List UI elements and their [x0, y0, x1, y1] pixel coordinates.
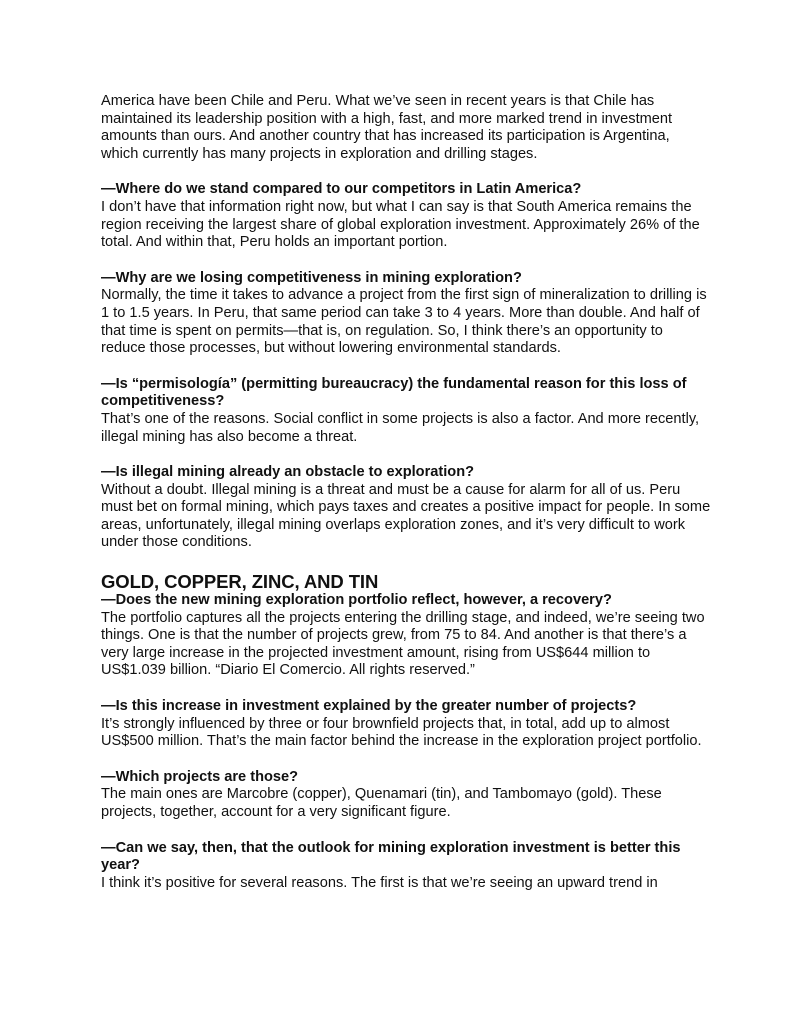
qa-block [101, 270, 711, 358]
intro-paragraph: America have been Chile and Peru. What we’ve seen in recent years is that Chile has maintained its leadership position with a high, fast, and more marked trend in investment amounts than ours. And another country that has increased its participation is Argentina, which currently has many projects in exploration and drilling stages. [101, 93, 673, 162]
qa-block [101, 464, 711, 552]
qa-block [101, 840, 711, 893]
question-text: —Does the new mining exploration portfolio reflect, however, a recovery? [101, 592, 612, 609]
answer-text: It’s strongly influenced by three or four brownfield projects that, in total, add up to almost US$500 million. That’s the main factor behind the increase in the exploration project portfolio. [101, 715, 702, 750]
question-text: —Is “permisología” (permitting bureaucracy) the fundamental reason for this loss of competitiveness? [101, 375, 687, 410]
answer-text: I think it’s positive for several reasons. The first is that we’re seeing an upward trend in [101, 874, 658, 891]
document-page [101, 93, 711, 892]
answer-text: The main ones are Marcobre (copper), Quenamari (tin), and Tambomayo (gold). These projects, together, account for a very significant figure. [101, 786, 662, 820]
question-text: —Can we say, then, that the outlook for mining exploration investment is better this year? [101, 839, 681, 874]
question-text: —Which projects are those? [101, 768, 299, 785]
answer-text: The portfolio captures all the projects entering the drilling stage, and indeed, we’re seeing two things. One is that the number of projects grew, from 75 to 84. And another is that there’s a very large increase in the projected investment amount, rising from US$644 million to US$1.039 billion. “Diario El Comercio. All rights reserved.” [101, 609, 705, 679]
qa-block [101, 376, 711, 446]
question-text: —Where do we stand compared to our competitors in Latin America? [101, 181, 582, 198]
section-heading: GOLD, COPPER, ZINC, AND TIN [101, 571, 379, 593]
answer-text: Without a doubt. Illegal mining is a threat and must be a cause for alarm for all of us. Peru must bet on formal mining, which pays taxes and creates a positive impact for people. In some areas, unfortunately, illegal mining overlaps exploration zones, and it’s very difficult to work under those conditions. [101, 481, 711, 551]
question-text: —Why are we losing competitiveness in mining exploration? [101, 269, 522, 286]
answer-text: I don’t have that information right now, but what I can say is that South America remains the region receiving the largest share of global exploration investment. Approximately 26% of the total. And within that, Peru holds an important portion. [101, 198, 700, 251]
question-text: —Is illegal mining already an obstacle to exploration? [101, 464, 475, 481]
qa-block [101, 769, 711, 822]
qa-block [101, 181, 711, 251]
answer-text: That’s one of the reasons. Social conflict in some projects is also a factor. And more recently, illegal mining has also become a threat. [101, 410, 700, 445]
qa-block [101, 592, 711, 680]
question-text: —Is this increase in investment explained by the greater number of projects? [101, 698, 637, 715]
qa-block [101, 698, 711, 751]
answer-text: Normally, the time it takes to advance a project from the first sign of mineralization to drilling is 1 to 1.5 years. In Peru, that same period can take 3 to 4 years. More than double. And half of that time is spent on permits—that is, on regulation. So, I think there’s an opportunity to reduce those processes, but without lowering environmental standards. [101, 287, 707, 357]
